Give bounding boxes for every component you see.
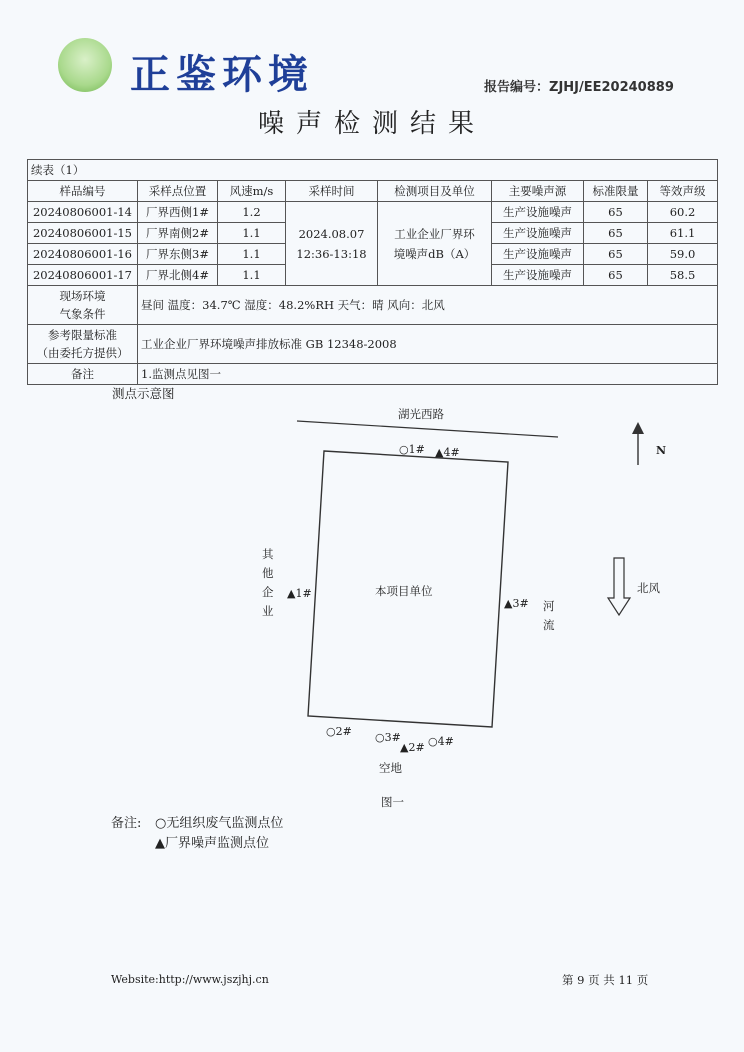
west-label-char: 其 — [262, 547, 274, 561]
road-label: 湖光西路 — [398, 407, 444, 421]
west-neighbor-label — [262, 545, 274, 621]
location: 厂界西侧1# — [138, 202, 218, 223]
col-sample-id: 样品编号 — [28, 181, 138, 202]
note-label: 备注 — [28, 364, 138, 385]
test-item-line1: 工业企业厂界环 — [394, 226, 475, 241]
col-level: 等效声级 — [648, 181, 718, 202]
diagram-heading: 测点示意图 — [112, 386, 175, 401]
point-o1: ○1# — [399, 443, 425, 456]
point-t3: ▲3# — [504, 597, 529, 610]
east-label-char: 流 — [543, 618, 555, 632]
document-title: 噪声检测结果 — [257, 109, 486, 139]
standard-label-line1: 参考限量标准 — [48, 328, 117, 342]
location: 厂界东侧3# — [138, 244, 218, 265]
legend-circle: ○无组织废气监测点位 — [155, 816, 284, 831]
report-number-label: 报告编号： — [484, 80, 550, 95]
point-t2: ▲2# — [400, 741, 425, 754]
noise-source: 生产设施噪声 — [492, 223, 584, 244]
legend-label: 备注: — [111, 816, 142, 831]
col-limit: 标准限量 — [584, 181, 648, 202]
col-time: 采样时间 — [286, 181, 378, 202]
standard-limit: 65 — [584, 265, 648, 286]
sample-id: 20240806001-17 — [28, 265, 138, 286]
wind-speed: 1.1 — [218, 244, 286, 265]
wind-speed: 1.1 — [218, 265, 286, 286]
point-o4: ○4# — [428, 735, 454, 748]
sampling-date-text: 2024.08.07 — [298, 226, 365, 241]
standard-value: 工业企业厂界环境噪声排放标准 GB 12348-2008 — [138, 325, 718, 364]
wind-speed: 1.2 — [218, 202, 286, 223]
col-source: 主要噪声源 — [492, 181, 584, 202]
equivalent-level: 59.0 — [648, 244, 718, 265]
wind-arrow-icon — [608, 558, 630, 615]
sampling-time-text: 12:36-13:18 — [296, 246, 367, 261]
col-item: 检测项目及单位 — [378, 181, 492, 202]
point-t4-north: ▲4# — [435, 446, 460, 459]
equivalent-level: 60.2 — [648, 202, 718, 223]
standard-limit: 65 — [584, 202, 648, 223]
env-label-line2: 气象条件 — [59, 307, 106, 321]
report-number-value: ZJHJ/EE20240889 — [549, 80, 674, 95]
location: 厂界南侧2# — [138, 223, 218, 244]
location: 厂界北侧4# — [138, 265, 218, 286]
env-label-line1: 现场环境 — [59, 289, 106, 303]
table-caption: 续表（1） — [28, 160, 718, 181]
equivalent-level: 61.1 — [648, 223, 718, 244]
north-label: N — [656, 444, 667, 457]
wind-label: 北风 — [637, 581, 660, 595]
figure-caption: 图一 — [381, 795, 404, 809]
env-value: 昼间 温度：34.7℃ 湿度：48.2%RH 天气：晴 风向：北风 — [138, 286, 718, 325]
west-label-char: 企 — [262, 585, 274, 599]
standard-label-line2: （由委托方提供） — [36, 346, 129, 360]
standard-limit: 65 — [584, 223, 648, 244]
noise-source: 生产设施噪声 — [492, 244, 584, 265]
note-value: 1.监测点见图一 — [138, 364, 718, 385]
north-arrowhead-icon — [632, 422, 644, 434]
east-river-label — [543, 597, 555, 635]
sample-id: 20240806001-16 — [28, 244, 138, 265]
east-label-char: 河 — [543, 599, 555, 613]
standard-limit: 65 — [584, 244, 648, 265]
noise-source: 生产设施噪声 — [492, 265, 584, 286]
point-o2: ○2# — [326, 725, 352, 738]
west-label-char: 业 — [262, 604, 274, 618]
test-item-line2: 境噪声dB（A） — [393, 246, 476, 261]
south-label: 空地 — [379, 761, 402, 775]
footer-website: Website:http://www.jszjhj.cn — [111, 973, 269, 986]
col-wind: 风速m/s — [218, 181, 286, 202]
wind-speed: 1.1 — [218, 223, 286, 244]
col-location: 采样点位置 — [138, 181, 218, 202]
road-line — [297, 421, 558, 437]
noise-source: 生产设施噪声 — [492, 202, 584, 223]
legend-triangle: ▲厂界噪声监测点位 — [155, 836, 269, 851]
footer-page-number: 第 9 页 共 11 页 — [562, 973, 649, 987]
sample-id: 20240806001-15 — [28, 223, 138, 244]
sample-id: 20240806001-14 — [28, 202, 138, 223]
company-name: 正鉴环境 — [130, 52, 314, 98]
west-label-char: 他 — [262, 566, 274, 580]
point-t1: ▲1# — [287, 587, 312, 600]
site-label: 本项目单位 — [375, 584, 433, 598]
equivalent-level: 58.5 — [648, 265, 718, 286]
point-o3: ○3# — [375, 731, 401, 744]
